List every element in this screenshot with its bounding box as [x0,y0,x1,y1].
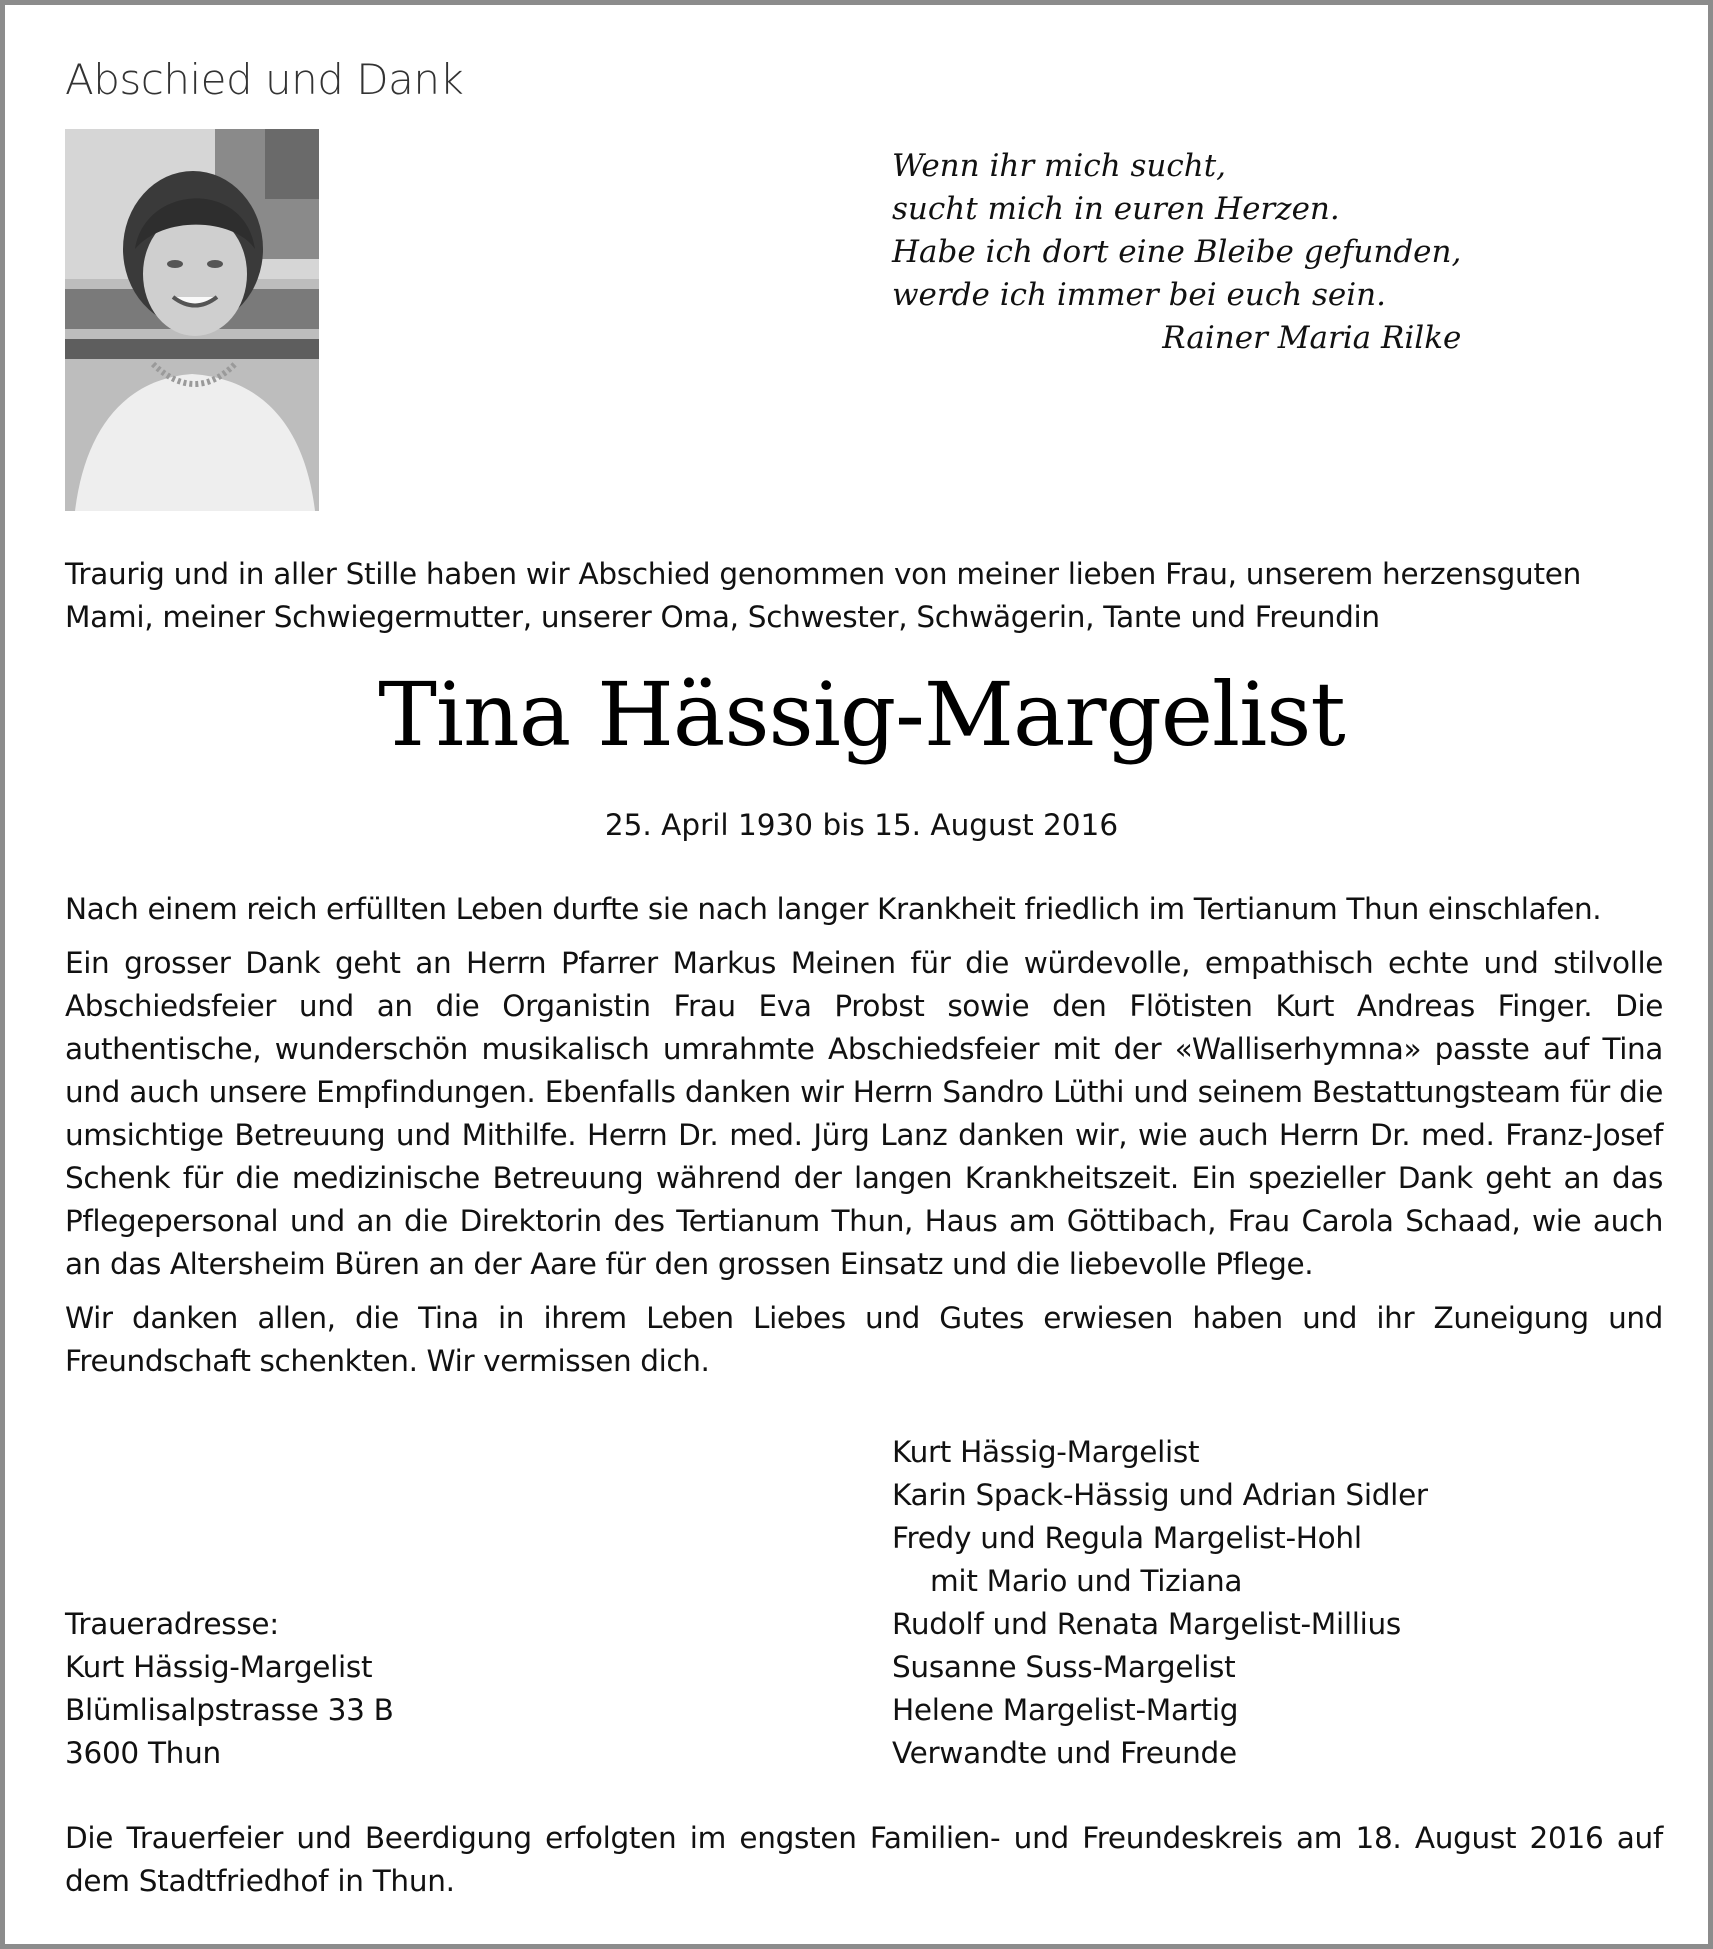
address-name: Kurt Hässig-Margelist [65,1650,373,1684]
footer-text: Die Trauerfeier und Beerdigung erfolgten im engsten Familien- und Freundeskreis am 18. August 2016 auf dem Stadtfriedhof in Thun. [65,1821,1663,1898]
body-paragraph: Wir danken allen, die Tina in ihrem Leben Liebes und Gutes erwiesen haben und ihr Zuneigung und Freundschaft schenkten. Wir vermissen dich. [65,1301,1663,1378]
signer: Susanne Suss-Margelist [892,1650,1236,1684]
signer: Fredy und Regula Margelist-Hohl [892,1521,1362,1555]
address-street: Blümlisalpstrasse 33 B [65,1693,394,1727]
obituary-page [5,5,1708,1944]
signer: Verwandte und Freunde [892,1736,1237,1770]
address-city: 3600 Thun [65,1736,221,1770]
poem-line: Habe ich dort eine Bleibe gefunden, [892,234,1462,270]
deceased-name: Tina Hässig-Margelist [378,663,1345,766]
portrait-photo-icon [65,129,319,511]
body-paragraph: Nach einem reich erfüllten Leben durfte sie nach langer Krankheit friedlich im Tertianum Thun einschlafen. [65,892,1602,926]
body-text [65,888,1663,1394]
life-dates: 25. April 1930 bis 15. August 2016 [604,808,1119,842]
address-label: Traueradresse: [65,1607,279,1641]
signer: Rudolf und Renata Margelist-Millius [892,1607,1402,1641]
intro-text: Traurig und in aller Stille haben wir Abschied genommen von meiner lieben Frau, unserem herzensguten Mami, meiner Schwiegermutter, unserer Oma, Schwester, Schwägerin, Tante und Freundin [65,557,1581,634]
mourning-address [65,1603,394,1775]
poem-author: Rainer Maria Rilke [1162,320,1462,356]
poem-line: sucht mich in euren Herzen. [892,191,1340,227]
poem-line: Wenn ihr mich sucht, [892,148,1227,184]
signer: Kurt Hässig-Margelist [892,1435,1200,1469]
signer: Karin Spack-Hässig und Adrian Sidler [892,1478,1428,1512]
signers-list [892,1431,1428,1775]
portrait-photo [65,129,319,511]
header-title: Abschied und Dank [65,55,464,104]
poem [892,145,1461,360]
body-paragraph: Ein grosser Dank geht an Herrn Pfarrer Markus Meinen für die würdevolle, empathisch echte und stilvolle Abschiedsfeier und an die Organistin Frau Eva Probst sowie den Flötisten Kurt Andreas Finger. Die authentische, wunderschön musikalisch umrahmte Abschiedsfeier mit der «Walliserhymna» passte auf Tina und auch unsere Empfindungen. Ebenfalls danken wir Herrn Sandro Lüthi und seinem Bestattungsteam für die umsichtige Betreuung und Mithilfe. Herrn Dr. med. Jürg Lanz danken wir, wie auch Herrn Dr. med. Franz-Josef Schenk für die medizinische Betreuung während der langen Krankheitszeit. Ein spezieller Dank geht an das Pflegepersonal und an die Direktorin des Tertianum Thun, Haus am Göttibach, Frau Carola Schaad, wie auch an das Altersheim Büren an der Aare für den grossen Einsatz und die liebevolle Pflege. [65,946,1663,1281]
signer: mit Mario und Tiziana [930,1564,1243,1598]
signer: Helene Margelist-Martig [892,1693,1239,1727]
poem-line: werde ich immer bei euch sein. [892,277,1387,313]
